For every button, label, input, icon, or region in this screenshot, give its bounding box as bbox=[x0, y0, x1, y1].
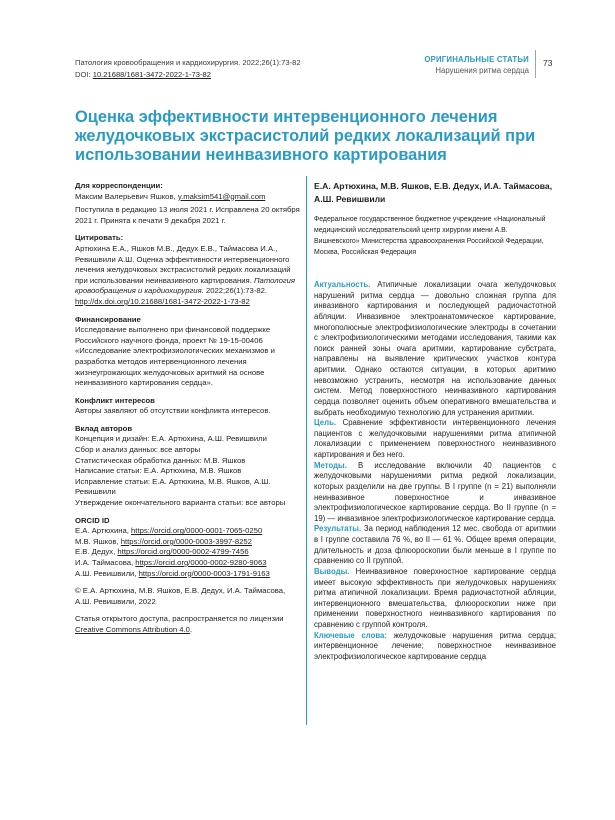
abstract-heading: Методы. bbox=[314, 460, 347, 470]
running-header bbox=[75, 57, 301, 80]
correspondence bbox=[75, 192, 300, 203]
abstract-section bbox=[314, 524, 556, 567]
orcid-label: ORCID ID bbox=[75, 515, 110, 525]
section-title: ОРИГИНАЛЬНЫЕ СТАТЬИ bbox=[424, 55, 529, 64]
contribution-line: Исправление статьи: Е.А. Артюхина, М.В. Яшков, А.Ш. Ревишвили bbox=[75, 476, 271, 497]
section-header bbox=[424, 54, 529, 76]
orcid-author: М.В. Яшков, bbox=[75, 536, 121, 546]
license bbox=[75, 614, 300, 635]
left-column bbox=[75, 181, 300, 636]
contribution-line: Написание статьи: Е.А. Артюхина, М.В. Яшков bbox=[75, 466, 242, 476]
subsection-title: Нарушения ритма сердца bbox=[435, 66, 529, 75]
abstract-section bbox=[314, 631, 556, 663]
article-title: Оценка эффективности интервенционного лечения желудочковых экстрасистолий редких локализаций при использовании неинвазивного картирования bbox=[75, 108, 536, 165]
orcid-author: А.Ш. Ревишвили, bbox=[75, 568, 139, 578]
journal-citation: Патология кровообращения и кардиохирургия. 2022;26(1):73-82 bbox=[75, 58, 301, 67]
abstract-section bbox=[314, 567, 556, 631]
keywords-text: желудочковые нарушения ритма сердца; интервенционное лечение; поверхностное неинвазивное электрофизиологическое картирование сердца bbox=[314, 630, 556, 661]
abstract-heading: Актуальность. bbox=[314, 280, 371, 289]
abstract-section bbox=[314, 461, 556, 525]
orcid-item bbox=[75, 558, 300, 569]
cite-journal: Патология кровообращения и кардиохирургия bbox=[75, 275, 296, 296]
orcid-link[interactable]: https://orcid.org/0000-0002-9280-9063 bbox=[135, 558, 267, 567]
orcid-author: Е.В. Дедух, bbox=[75, 547, 118, 557]
abstract bbox=[314, 280, 556, 663]
correspondence-email-link[interactable]: y.maksim541@gmail.com bbox=[177, 191, 266, 201]
contribution-line: Утверждение окончательного варианта статьи: все авторы bbox=[75, 498, 286, 508]
orcid-item bbox=[75, 537, 300, 548]
license-text: Статья открытого доступа, распространяется по лицензии bbox=[75, 614, 284, 624]
orcid-item bbox=[75, 526, 300, 537]
authors: Е.А. Артюхина, М.В. Яшков, Е.В. Дедух, И.А. Таймасова, А.Ш. Ревишвили bbox=[314, 181, 553, 204]
doi-link[interactable]: 10.21688/1681-3472-2022-1-73-82 bbox=[92, 69, 211, 79]
cite-text bbox=[75, 244, 300, 308]
contributions-label: Вклад авторов bbox=[75, 423, 133, 433]
abstract-heading: Результаты. bbox=[314, 524, 362, 534]
license-tail: . bbox=[189, 624, 193, 634]
conflict-text: Авторы заявляют об отсутствии конфликта интересов. bbox=[75, 406, 271, 416]
conflict-label: Конфликт интересов bbox=[75, 395, 155, 405]
abstract-text: В исследование включили 40 пациентов с желудочковыми нарушениями ритма редкой локализации, которых разделили на две группы. В I группе (n = 21) выполняли неинвазивное поверхностное и инвазивное электрофизиологическое картирование сердца. Во II группе (n = 19) — инвазивное электрофизиологическое картирование сердца. bbox=[314, 460, 556, 523]
abstract-heading: Выводы. bbox=[314, 566, 350, 576]
page-number: 73 bbox=[543, 58, 553, 68]
column-divider bbox=[306, 176, 307, 725]
orcid-link[interactable]: https://orcid.org/0000-0003-3997-8252 bbox=[120, 536, 252, 546]
abstract-section bbox=[314, 418, 556, 461]
header-divider bbox=[535, 50, 536, 78]
abstract-text: За период наблюдения 12 мес. свобода от аритмии в I группе составила 76 %, во II — 61 %. Общее время операции, длительность и доза флюороскопии были меньше в I группе по сравнению со II группой. bbox=[314, 524, 556, 566]
cite-tail: . 2022;26(1):73-82. bbox=[201, 286, 268, 296]
funding-label: Финансирование bbox=[75, 314, 141, 324]
copyright: © Е.А. Артюхина, М.В. Яшков, Е.В. Дедух, И.А. Таймасова, А.Ш. Ревишвили, 2022 bbox=[75, 586, 286, 606]
contribution-line: Статистическая обработка данных: М.В. Яшков bbox=[75, 455, 246, 465]
contribution-line: Сбор и анализ данных: все авторы bbox=[75, 445, 201, 455]
abstract-text: Неинвазивное поверхностное картирование сердца имеет высокую эффективность при желудочковых нарушениях ритма атипичной локализации. Время радиочастотной абляции, интервенционного вмешательства, флюороскопии ниже при применении поверхностного неинвазивного картирования по сравнению с группой контроля. bbox=[314, 566, 556, 629]
keywords-heading: Ключевые слова: bbox=[314, 630, 387, 640]
cite-body: Артюхина Е.А., Яшков М.В., Дедух Е.В., Таймасова И.А., Ревишвили А.Ш. Оценка эффективности интервенционного лечения желудочковых экстрасистолий редких локализаций при использовании неинвазивного картирования. bbox=[75, 243, 291, 285]
abstract-text: Атипичные локализации очага желудочковых нарушений ритма сердца — довольно сложная группа для инвазивного картирования и последующей радиочастотной абляции. Инвазивное электроанатомическое картирование, многополюсные электрофизиологические электроды в сочетании с электрофизиологическими методами исследования, такими как поиск ранней зоны очага аритмии, картирование субстрата, направлены на выявление критических участков контура аритмии. Однако остаются ситуации, в которых аритмию невозможно устранить, несмотря на использование данных систем. Метод поверхностного неинвазивного картирования сердца позволяет оценить объем оперативного вмешательства и выбрать необходимую технологию для устранения аритмии. bbox=[314, 280, 556, 417]
funding-text: Исследование выполнено при финансовой поддержке Российского научного фонда, проект № 19-15-00406 «Исследование электрофизиологических механизмов и разработка методов интервенционного лечения жизнеугрожающих желудочковых аритмий на основе неинвазивного картирования сердца». bbox=[75, 325, 275, 388]
orcid-link[interactable]: https://orcid.org/0000-0003-1791-9163 bbox=[138, 568, 270, 578]
orcid-link[interactable]: https://orcid.org/0000-0002-4799-7456 bbox=[117, 547, 249, 557]
abstract-heading: Цель. bbox=[314, 418, 337, 428]
abstract-text: Сравнение эффективности интервенционного лечения пациентов с желудочковыми нарушениями ритма атипичной локализации с применением поверхностного неинвазивного картирования и без него. bbox=[314, 418, 556, 459]
correspondence-name: Максим Валерьевич Яшков, bbox=[75, 191, 178, 201]
cite-doi-link[interactable]: http://dx.doi.org/10.21688/1681-3472-2022-1-73-82 bbox=[75, 296, 250, 306]
license-link[interactable]: Creative Commons Attribution 4.0 bbox=[75, 624, 190, 634]
abstract-section bbox=[314, 280, 556, 418]
doi-line bbox=[75, 69, 301, 81]
orcid-item bbox=[75, 569, 300, 580]
doi-label: DOI: bbox=[75, 69, 93, 79]
correspondence-label: Для корреспонденции: bbox=[75, 181, 163, 190]
cite-label: Цитировать: bbox=[75, 233, 124, 243]
received-dates: Поступила в редакцию 13 июля 2021 г. Исправлена 20 октября 2021 г. Принята к печати 9 декабря 2021 г. bbox=[75, 205, 300, 225]
contribution-line: Концепция и дизайн: Е.А. Артюхина, А.Ш. Ревишвили bbox=[75, 434, 267, 444]
affiliation: Федеральное государственное бюджетное учреждение «Национальный медицинский исследовательский центр хирургии имени А.В. Вишневского» Министерства здравоохранения Российской Федерации, Москва, Российская Федерация bbox=[314, 216, 546, 257]
orcid-author: Е.А. Артюхина, bbox=[75, 526, 132, 536]
orcid-item bbox=[75, 547, 300, 558]
orcid-link[interactable]: https://orcid.org/0000-0001-7065-0250 bbox=[131, 526, 263, 536]
orcid-author: И.А. Таймасова, bbox=[75, 558, 136, 567]
